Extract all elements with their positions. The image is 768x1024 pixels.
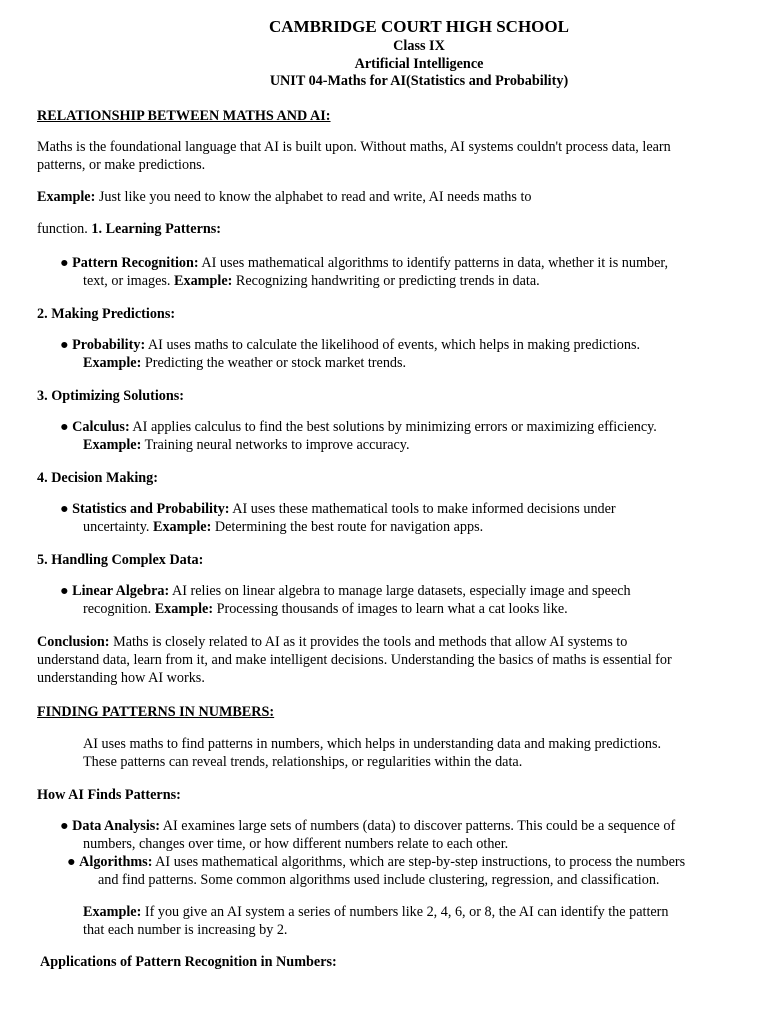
unit-title: UNIT 04-Maths for AI(Statistics and Probability) bbox=[269, 73, 569, 89]
intro-paragraph: Maths is the foundational language that AI is built upon. Without maths, AI systems couldn't process data, learn bbox=[37, 139, 671, 155]
function-line: function. 1. Learning Patterns: bbox=[37, 221, 222, 237]
bullet-icon: ● bbox=[60, 255, 69, 271]
subheading-making-predictions: 2. Making Predictions: bbox=[37, 306, 176, 322]
intro-paragraph-line2: patterns, or make predictions. bbox=[37, 157, 206, 173]
list-item-line2: text, or images. Example: Recognizing handwriting or predicting trends in data. bbox=[83, 273, 540, 289]
section-heading-finding-patterns: FINDING PATTERNS IN NUMBERS: bbox=[37, 704, 275, 720]
list-item: ● Linear Algebra: AI relies on linear algebra to manage large datasets, especially image and speech bbox=[60, 583, 631, 599]
list-item-line2: uncertainty. Example: Determining the best route for navigation apps. bbox=[83, 519, 484, 535]
school-name: CAMBRIDGE COURT HIGH SCHOOL bbox=[269, 17, 569, 36]
list-item-line2: numbers, changes over time, or how different numbers relate to each other. bbox=[83, 836, 509, 852]
subheading-learning-patterns: 1. Learning Patterns: bbox=[91, 221, 222, 237]
subheading-applications: Applications of Pattern Recognition in Numbers: bbox=[40, 954, 337, 970]
list-item: ● Data Analysis: AI examines large sets of numbers (data) to discover patterns. This could be a sequence of bbox=[60, 818, 676, 834]
subject-label: Artificial Intelligence bbox=[354, 56, 484, 72]
list-item: ● Probability: AI uses maths to calculate the likelihood of events, which helps in making predictions. bbox=[60, 337, 641, 353]
patterns-intro-line2: These patterns can reveal trends, relationships, or regularities within the data. bbox=[83, 754, 523, 770]
list-item: ● Calculus: AI applies calculus to find the best solutions by minimizing errors or maximizing efficiency. bbox=[60, 419, 657, 435]
numbers-example: Example: If you give an AI system a series of numbers like 2, 4, 6, or 8, the AI can identify the pattern bbox=[83, 904, 669, 920]
conclusion-line3: understanding how AI works. bbox=[37, 670, 205, 686]
list-item: ● Algorithms: AI uses mathematical algorithms, which are step-by-step instructions, to process the numbers bbox=[67, 854, 686, 870]
subheading-handling-complex-data: 5. Handling Complex Data: bbox=[37, 552, 204, 568]
conclusion-paragraph: Conclusion: Maths is closely related to AI as it provides the tools and methods that allow AI systems to bbox=[37, 634, 628, 650]
class-label: Class IX bbox=[393, 38, 445, 54]
subheading-decision-making: 4. Decision Making: bbox=[37, 470, 158, 486]
bullet-icon: ● bbox=[67, 854, 76, 870]
numbers-example-line2: that each number is increasing by 2. bbox=[83, 922, 288, 938]
section-heading-maths-ai: RELATIONSHIP BETWEEN MATHS AND AI: bbox=[37, 108, 331, 124]
example-paragraph: Example: Just like you need to know the alphabet to read and write, AI needs maths to bbox=[37, 189, 532, 205]
bullet-icon: ● bbox=[60, 818, 69, 834]
subheading-how-ai-finds-patterns: How AI Finds Patterns: bbox=[37, 787, 181, 803]
subheading-optimizing-solutions: 3. Optimizing Solutions: bbox=[37, 388, 185, 404]
bullet-icon: ● bbox=[60, 337, 69, 353]
conclusion-line2: understand data, learn from it, and make intelligent decisions. Understanding the basics of maths is essential for bbox=[37, 652, 672, 668]
patterns-intro: AI uses maths to find patterns in numbers, which helps in understanding data and making predictions. bbox=[83, 736, 662, 752]
list-item: ● Pattern Recognition: AI uses mathematical algorithms to identify patterns in data, whether it is number, bbox=[60, 255, 669, 271]
list-item-line2: Example: Training neural networks to improve accuracy. bbox=[83, 437, 410, 453]
bullet-icon: ● bbox=[60, 501, 69, 517]
list-item: ● Statistics and Probability: AI uses these mathematical tools to make informed decisions under bbox=[60, 501, 616, 517]
list-item-line2: Example: Predicting the weather or stock market trends. bbox=[83, 355, 407, 371]
list-item-line2: and find patterns. Some common algorithms used include clustering, regression, and classification. bbox=[98, 872, 660, 888]
list-item-line2: recognition. Example: Processing thousands of images to learn what a cat looks like. bbox=[83, 601, 568, 617]
bullet-icon: ● bbox=[60, 583, 69, 599]
bullet-icon: ● bbox=[60, 419, 69, 435]
